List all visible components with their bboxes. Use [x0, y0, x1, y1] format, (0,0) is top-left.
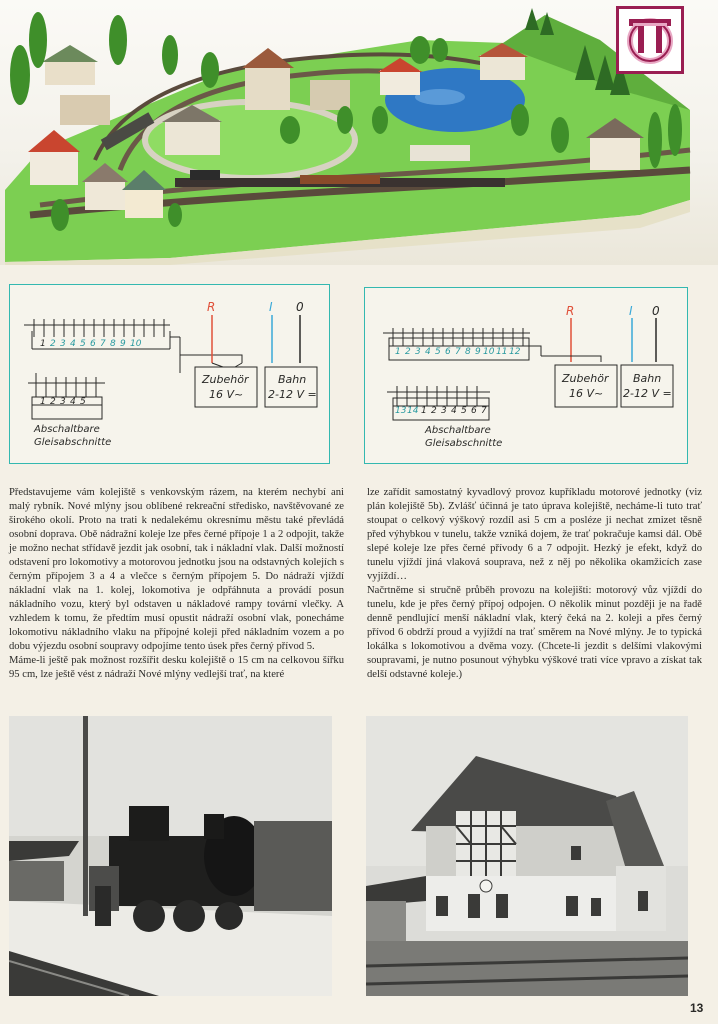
bottom-strip-label: 3: [60, 397, 66, 407]
wire-r-label: R: [207, 300, 216, 314]
section-caption: Gleisabschnitte: [34, 437, 112, 448]
tt-logo: [616, 6, 684, 74]
top-strip-label: 8: [110, 339, 116, 349]
wiring-diagram-left-drawing: [10, 285, 329, 463]
section-caption: Gleisabschnitte: [425, 438, 503, 449]
section-caption: Abschaltbare: [425, 425, 491, 436]
top-strip-label: 2: [405, 347, 411, 357]
bottom-strip-label: 13: [395, 406, 407, 416]
accessory-box-label: Zubehör: [562, 372, 609, 385]
accessory-box-voltage: 16 V~: [569, 387, 604, 400]
top-strip-label: 3: [60, 339, 66, 349]
accessory-box-label: Zubehör: [202, 373, 249, 386]
tt-logo-icon: [619, 9, 681, 71]
paragraph: lze zařídit samostatný kyvadlový provoz kupříkladu motorové jednotky (viz plán kolejiště 5b). Zvlášť účinná je tato úprava kolejiště, necháme-li tuto trať stoupat o celkový výškový rozdíl asi 5 cm a posléze ji nechat zmizet těsně před výhybkou v tunelu, takže vzniká dojem, že trať pokračuje kamsi dál. Obě slepé koleje lze přes černé přívody 6 a 7 odpojit. Hezký je efekt, když do tunelu vjíždí jiná vlaková souprava, než z něj po několika okamžicích zase vyjíždí…: [367, 487, 702, 582]
wire-r-label: R: [566, 304, 575, 318]
top-strip-label: 10: [130, 339, 142, 349]
track-box-voltage: 2-12 V =: [268, 388, 317, 401]
bottom-strip-label: 5: [461, 406, 467, 416]
bottom-strip-label: 1: [40, 397, 46, 407]
top-strip-label: 5: [80, 339, 86, 349]
top-strip-label: 4: [425, 347, 431, 357]
top-strip-label: 7: [100, 339, 106, 349]
track-box-voltage: 2-12 V =: [623, 387, 672, 400]
track-box-label: Bahn: [278, 373, 307, 386]
top-strip-label: 10: [483, 347, 495, 357]
accessory-box-voltage: 16 V~: [209, 388, 244, 401]
section-caption: Abschaltbare: [34, 424, 100, 435]
locomotive-illustration: [9, 716, 332, 996]
bottom-strip-label: 5: [80, 397, 86, 407]
bottom-strip-label: 6: [471, 406, 477, 416]
bottom-strip-label: 3: [441, 406, 447, 416]
station-photo: [366, 716, 688, 996]
top-strip-label: 1: [40, 339, 46, 349]
wire-i-label: I: [269, 300, 273, 314]
bottom-strip-label: 4: [451, 406, 457, 416]
wire-0-label: 0: [652, 304, 660, 318]
bottom-strip-label: 2: [431, 406, 437, 416]
page-number: 13: [690, 1001, 704, 1015]
bottom-strip-label: 1: [421, 406, 427, 416]
top-strip-label: 11: [496, 347, 508, 357]
locomotive-photo: [9, 716, 332, 996]
top-strip-label: 2: [50, 339, 56, 349]
wiring-diagram-right: [364, 287, 688, 464]
text-column-right: [367, 486, 702, 682]
bottom-strip-label: 14: [407, 406, 419, 416]
station-illustration: [366, 716, 688, 996]
wire-i-label: I: [629, 304, 633, 318]
bottom-strip-label: 2: [50, 397, 56, 407]
paragraph: Představujeme vám kolejiště s venkovským rázem, na kterém nechybí ani malý rybník. Nové mlýny jsou oblíbené rekreační středisko, navštěvované ze širokého okolí. Proto na trati k nedalekému okresnímu městu také převládá osobní doprava. Obě nádražní koleje lze přes černé přípoje 1 a 2 odpojit, takže je možno nechat střídavě jezdit jak osobní, tak i nákladní vlak. Další možností odstavení pro lokomotivy a motorovou jednotku jsou na odstavných kolejích s černým přípojem 3 a 4 a vlečce s černým přípojem 5. Do nádraží vjíždí nákladní vlak na 1. kolej, lokomotiva je odpřáhnuta a provádí posun nákladního vozu, který byl odstaven u nákladové rampy tovární vlečky. A vzhledem k tomu, že předtím musí opustit nádraží osobní vlak, ponecháme lokomotivu nákladního vlaku na přípojné koleji před nákladním vozem a po dobu výjezdu osobní soupravy odpojíme tento úsek přes černý přívod 5.: [9, 487, 344, 652]
top-strip-label: 9: [475, 347, 481, 357]
bottom-strip-label: 7: [481, 406, 487, 416]
layout-photo: [0, 0, 718, 265]
top-strip-label: 12: [509, 347, 521, 357]
top-strip-label: 5: [435, 347, 441, 357]
top-strip-label: 1: [395, 347, 401, 357]
top-strip-label: 8: [465, 347, 471, 357]
wire-0-label: 0: [296, 300, 304, 314]
top-strip-label: 7: [455, 347, 461, 357]
layout-illustration: [0, 0, 718, 265]
track-box-label: Bahn: [633, 372, 662, 385]
bottom-strip-label: 4: [70, 397, 76, 407]
top-strip-label: 6: [90, 339, 96, 349]
top-strip-label: 3: [415, 347, 421, 357]
wiring-diagram-right-drawing: [365, 288, 687, 463]
text-column-left: [9, 486, 344, 682]
paragraph: Načrtněme si stručně průběh provozu na kolejišti: motorový vůz vjíždí do tunelu, kde je přes černý přípoj odpojen. O několik minut později je na řadě denně pendlující menší nákladní vlak, který čeká na 2. koleji a přes černý přívod 6 obdrží proud a vyjíždí na trať směrem na Nové mlýny. Je to typická lokálka s lokomotivou a dvěma vozy. (Chcete-li jezdit s delšími vlakovými soupravami, je nutno posunout výhybku výškové trati více vpravo a získat tak delší odstavné koleje.): [367, 585, 702, 680]
top-strip-label: 4: [70, 339, 76, 349]
top-strip-label: 9: [120, 339, 126, 349]
paragraph: Máme-li ještě pak možnost rozšířit desku kolejiště o 15 cm na celkovou šířku 95 cm, lze ještě vést z nádraží Nové mlýny vedlejší trať, na které: [9, 655, 344, 680]
wiring-diagram-left: [9, 284, 330, 464]
top-strip-label: 6: [445, 347, 451, 357]
